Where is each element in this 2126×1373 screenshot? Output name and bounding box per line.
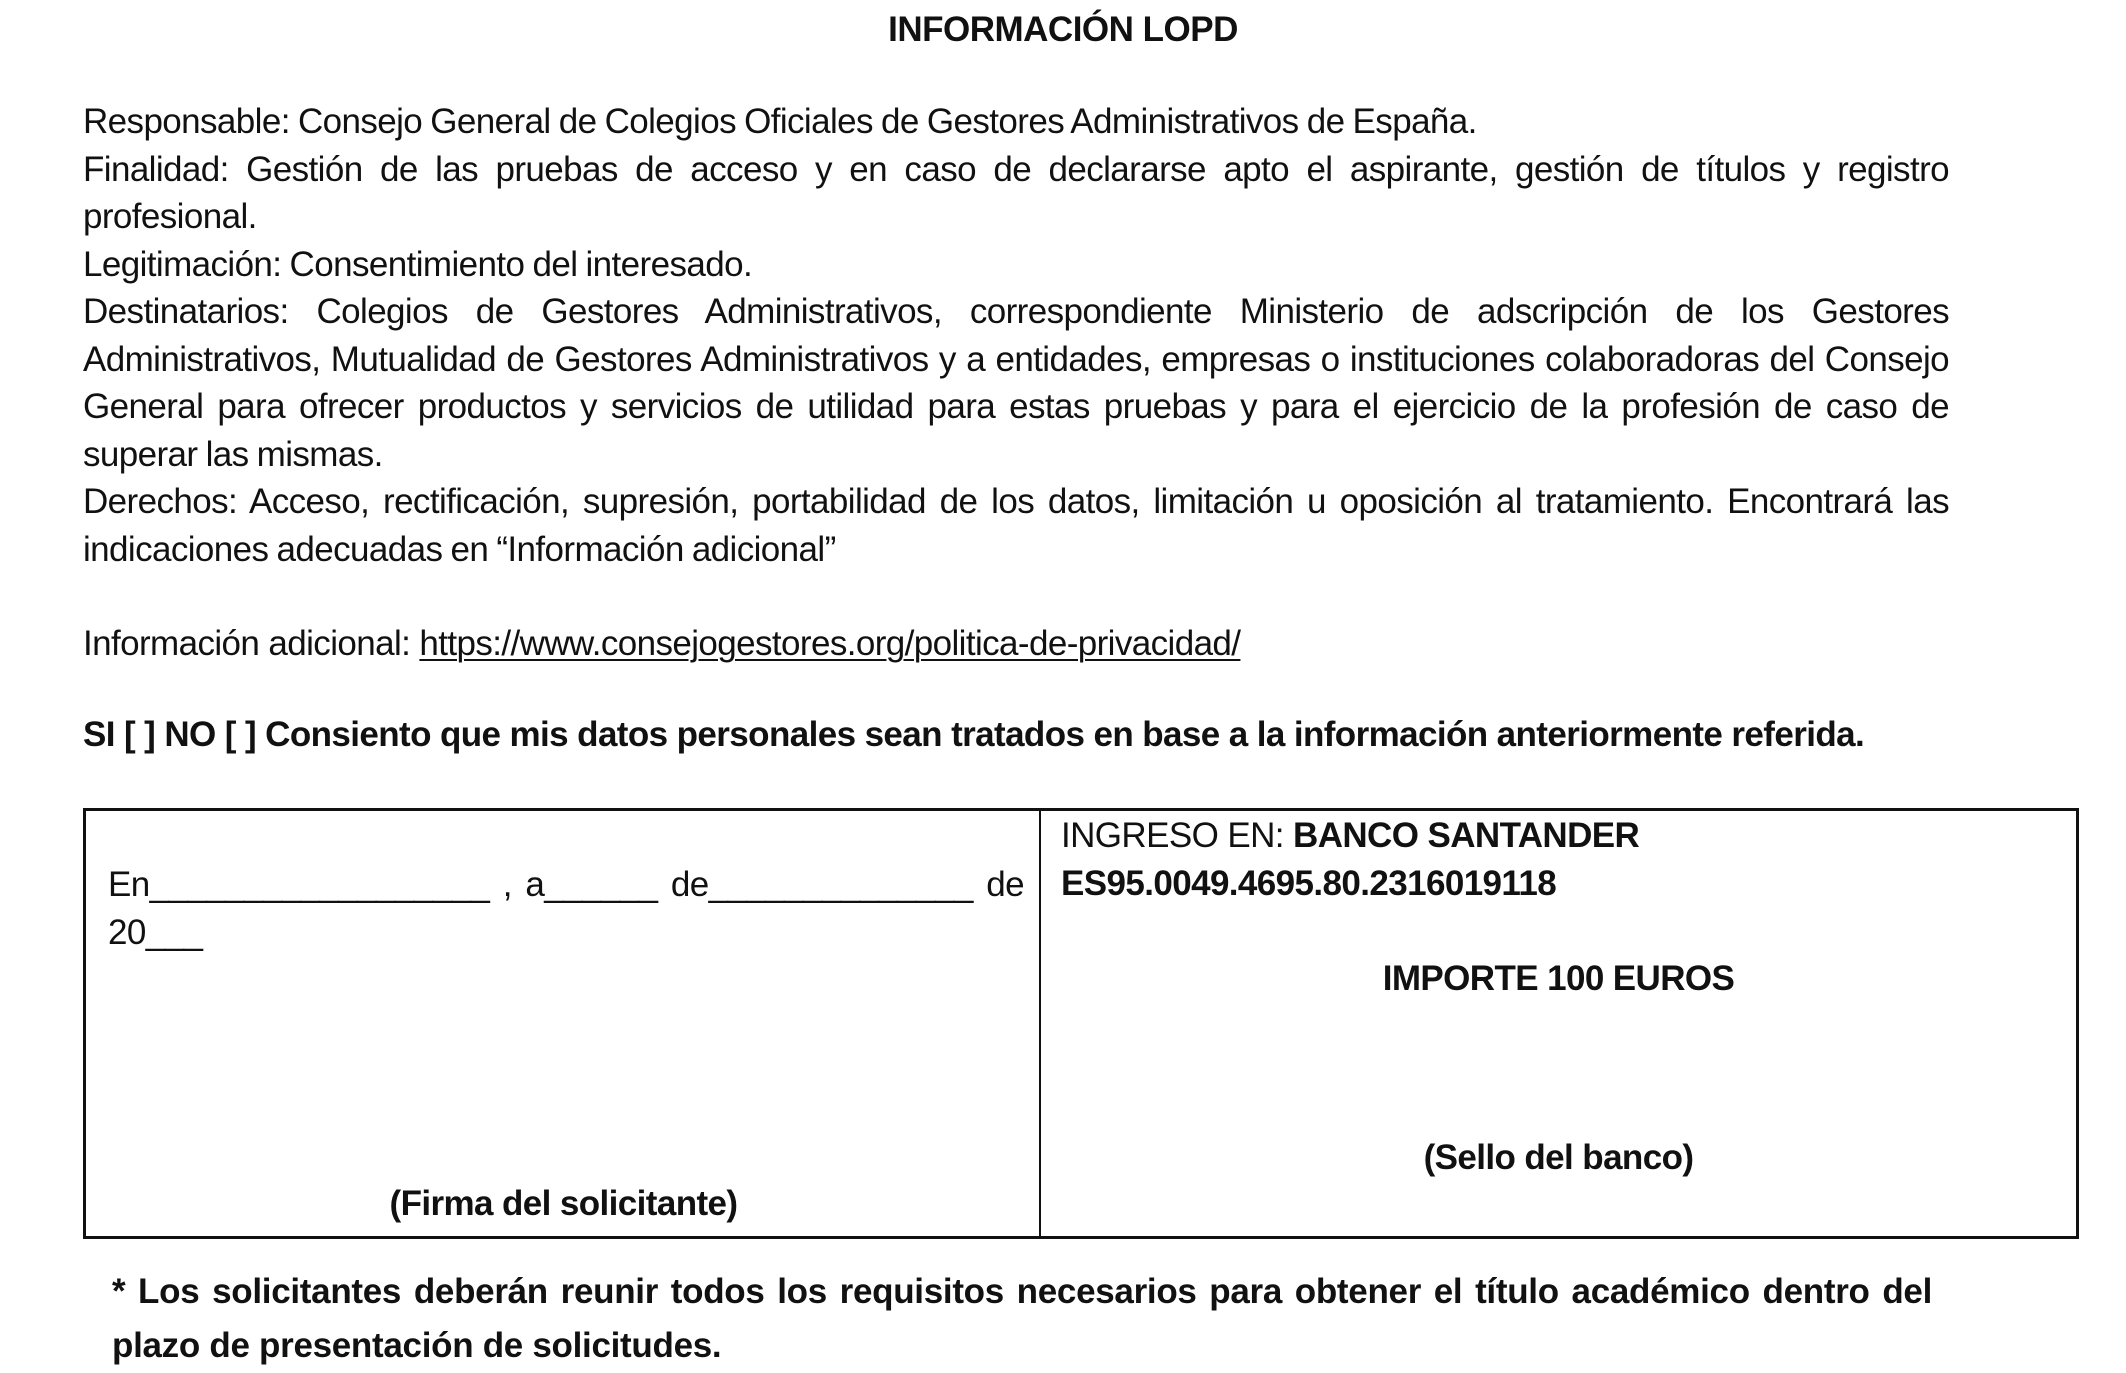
lopd-information-block xyxy=(83,98,1949,668)
consent-statement xyxy=(83,712,1983,758)
finalidad-paragraph: Finalidad: Gestión de las pruebas de acceso y en caso de declararse apto el aspirante, gestión de títulos y registro profesional. xyxy=(83,149,1949,236)
legitimacion-paragraph: Legitimación: Consentimiento del interesado. xyxy=(83,244,753,284)
requirements-footnote: * Los solicitantes deberán reunir todos los requisitos necesarios para obtener el título académico dentro del plazo de presentación de solicitudes. xyxy=(112,1272,1932,1365)
additional-info-label: Información adicional: xyxy=(83,624,420,663)
paragraph-spacer xyxy=(83,573,1949,620)
document-title: INFORMACIÓN LOPD xyxy=(888,10,1238,49)
payment-amount: IMPORTE 100 EUROS xyxy=(1382,959,1735,998)
consent-no-checkbox[interactable]: NO [ ] xyxy=(164,715,257,754)
destinatarios-paragraph: Destinatarios: Colegios de Gestores Administrativos, correspondiente Ministerio de adscripción de los Gestores Administrativos, Mutualidad de Gestores Administrativos y a entidades, empresas o instituciones colaboradoras del Consejo General para ofrecer productos y servicios de utilidad para estas pruebas y para el ejercicio de la profesión de caso de superar las mismas. xyxy=(83,292,1949,474)
consent-yes-checkbox[interactable]: SI [ ] xyxy=(83,715,156,754)
iban-number: ES95.0049.4695.80.2316019118 xyxy=(1061,864,1557,903)
bank-label: INGRESO EN: xyxy=(1061,816,1294,855)
signature-caption: (Firma del solicitante) xyxy=(389,1184,738,1223)
privacy-policy-link[interactable]: https://www.consejogestores.org/politica-de-privacidad/ xyxy=(419,624,1241,663)
place-date-field[interactable]: En__________________ , a______ de______________ de 20___ xyxy=(108,865,1024,952)
application-form-table xyxy=(83,808,2079,1239)
bank-name: BANCO SANTANDER xyxy=(1293,816,1640,855)
responsable-paragraph: Responsable: Consejo General de Colegios Oficiales de Gestores Administrativos de España. xyxy=(83,102,1477,141)
bank-payment-cell xyxy=(1041,811,2076,1236)
signature-cell xyxy=(86,811,1041,1236)
additional-info-line xyxy=(83,620,1949,668)
bank-stamp-caption: (Sello del banco) xyxy=(1423,1138,1694,1177)
bank-line xyxy=(1061,813,1639,859)
consent-text: Consiento que mis datos personales sean tratados en base a la información anteriormente referida. xyxy=(265,715,1865,754)
derechos-paragraph: Derechos: Acceso, rectificación, supresión, portabilidad de los datos, limitación u oposición al tratamiento. Encontrará las indicaciones adecuadas en “Información adicional” xyxy=(83,482,1949,569)
